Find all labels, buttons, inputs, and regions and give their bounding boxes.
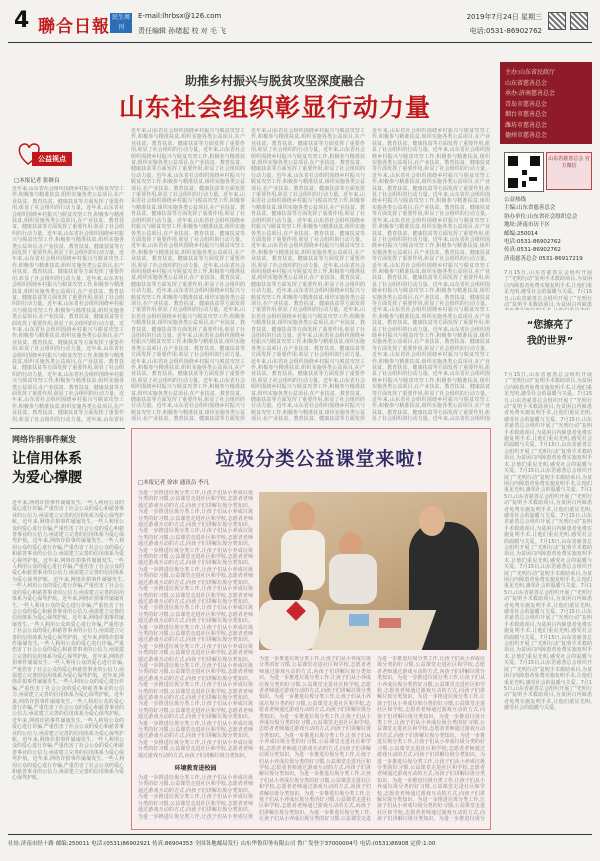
- left-article-body: 近年来,网络诈捐事件屡屡发生,一些人利用公众的爱心进行诈骗,严重伤害了社会公众的爱心和慈善事业的公信力,亟需建立完善的信用体系为爱心保驾护航。近年来,网络诈捐事件屡屡发生,一些人利用公众的爱心进行诈骗,严重伤害了社会公众的爱心和慈善事业的公信力,亟需建立完善的信用体系为爱心保驾护航。近年来,网络诈捐事件屡屡发生,一些人利用公众的爱心进行诈骗,严重伤害了社会公众的爱心和慈善事业的公信力,亟需建立完善的信用体系为爱心保驾护航。近年来,网络诈捐事件屡屡发生,一些人利用公众的爱心进行诈骗,严重伤害了社会公众的爱心和慈善事业的公信力,亟需建立完善的信用体系为爱心保驾护航。近年来,网络诈捐事件屡屡发生,一些人利用公众的爱心进行诈骗,严重伤害了社会公众的爱心和慈善事业的公信力,亟需建立完善的信用体系为爱心保驾护航。近年来,网络诈捐事件屡屡发生,一些人利用公众的爱心进行诈骗,严重伤害了社会公众的爱心和慈善事业的公信力,亟需建立完善的信用体系为爱心保驾护航。近年来,网络诈捐事件屡屡发生,一些人利用公众的爱心进行诈骗,严重伤害了社会公众的爱心和慈善事业的公信力,亟需建立完善的信用体系为爱心保驾护航。近年来,网络诈捐事件屡屡发生,一些人利用公众的爱心进行诈骗,严重伤害了社会公众的爱心和慈善事业的公信力,亟需建立完善的信用体系为爱心保驾护航。近年来,网络诈捐事件屡屡发生,一些人利用公众的爱心进行诈骗,严重伤害了社会公众的爱心和慈善事业的公信力,亟需建立完善的信用体系为爱心保驾护航。近年来,网络诈捐事件屡屡发生,一些人利用公众的爱心进行诈骗,严重伤害了社会公众的爱心和慈善事业的公信力,亟需建立完善的信用体系为爱心保驾护航。近年来,网络诈捐事件屡屡发生,一些人利用公众的爱心进行诈骗,严重伤害了社会公众的爱心和慈善事业的公信力,亟需建立完善的信用体系为爱心保驾护航。近年来,网络诈捐事件屡屡发生,一些人利用公众的爱心进行诈骗,严重伤害了社会公众的爱心和慈善事业的公信力,亟需建立完善的信用体系为爱心保驾护航。近年来,网络诈捐事件屡屡发生,一些人利用公众的爱心进行诈骗,严重伤害了社会公众的爱心和慈善事业的公信力,亟需建立完善的信用体系为爱心保驾护航。近年来,网络诈捐事件屡屡发生,一些人利用公众的爱心进行诈骗,严重伤害了社会公众的爱心和慈善事业的公信力,亟需建立完善的信用体系为爱心保驾护航。: [12, 500, 124, 782]
- section-tag: 民生周刊: [111, 14, 130, 31]
- top-article-col-3: 近年来,山东省社会组织围绕乡村振兴与脱贫攻坚工作,积极参与精准扶贫,组织实施各类公益项目,在产业扶贫、教育扶贫、健康扶贫等方面发挥了重要作用,彰显了社会组织的行动力量。近年来,山东省社会组织围绕乡村振兴与脱贫攻坚工作,积极参与精准扶贫,组织实施各类公益项目,在产业扶贫、教育扶贫、健康扶贫等方面发挥了重要作用,彰显了社会组织的行动力量。近年来,山东省社会组织围绕乡村振兴与脱贫攻坚工作,积极参与精准扶贫,组织实施各类公益项目,在产业扶贫、教育扶贫、健康扶贫等方面发挥了重要作用,彰显了社会组织的行动力量。近年来,山东省社会组织围绕乡村振兴与脱贫攻坚工作,积极参与精准扶贫,组织实施各类公益项目,在产业扶贫、教育扶贫、健康扶贫等方面发挥了重要作用,彰显了社会组织的行动力量。近年来,山东省社会组织围绕乡村振兴与脱贫攻坚工作,积极参与精准扶贫,组织实施各类公益项目,在产业扶贫、教育扶贫、健康扶贫等方面发挥了重要作用,彰显了社会组织的行动力量。近年来,山东省社会组织围绕乡村振兴与脱贫攻坚工作,积极参与精准扶贫,组织实施各类公益项目,在产业扶贫、教育扶贫、健康扶贫等方面发挥了重要作用,彰显了社会组织的行动力量。近年来,山东省社会组织围绕乡村振兴与脱贫攻坚工作,积极参与精准扶贫,组织实施各类公益项目,在产业扶贫、教育扶贫、健康扶贫等方面发挥了重要作用,彰显了社会组织的行动力量。近年来,山东省社会组织围绕乡村振兴与脱贫攻坚工作,积极参与精准扶贫,组织实施各类公益项目,在产业扶贫、教育扶贫、健康扶贫等方面发挥了重要作用,彰显了社会组织的行动力量。近年来,山东省社会组织围绕乡村振兴与脱贫攻坚工作,积极参与精准扶贫,组织实施各类公益项目,在产业扶贫、教育扶贫、健康扶贫等方面发挥了重要作用,彰显了社会组织的行动力量。近年来,山东省社会组织围绕乡村振兴与脱贫攻坚工作,积极参与精准扶贫,组织实施各类公益项目,在产业扶贫、教育扶贫、健康扶贫等方面发挥了重要作用,彰显了社会组织的行动力量。近年来,山东省社会组织围绕乡村振兴与脱贫攻坚工作,积极参与精准扶贫,组织实施各类公益项目,在产业扶贫、教育扶贫、健康扶贫等方面发挥了重要作用,彰显了社会组织的行动力量。近年来,山东省社会组织围绕乡村振兴与脱贫攻坚工作,积极参与精准扶贫,组织实施各类公益项目,在产业扶贫、教育扶贫、健康扶贫等方面发挥了重要作用,彰显了社会组织的行动力量。近年来,山东省社会组织围绕乡村振兴与脱贫攻坚工作,积极参与精准扶贫,组织实施各类公益项目,在产业扶贫、教育扶贫、健康扶贫等方面发挥: [251, 128, 365, 422]
- sponsor-line: 潍坊市慈善总会: [505, 121, 548, 129]
- sponsor-line: 承办:济南慈善总会: [505, 90, 556, 97]
- info-line: 主编:山东省慈善总会: [504, 205, 556, 212]
- title-line: 为爱心撑腰: [12, 470, 82, 486]
- top-kicker: 助推乡村振兴与脱贫攻坚深度融合: [184, 74, 365, 88]
- top-article-col-2: 近年来,山东省社会组织围绕乡村振兴与脱贫攻坚工作,积极参与精准扶贫,组织实施各类公益项目,在产业扶贫、教育扶贫、健康扶贫等方面发挥了重要作用,彰显了社会组织的行动力量。近年来,山东省社会组织围绕乡村振兴与脱贫攻坚工作,积极参与精准扶贫,组织实施各类公益项目,在产业扶贫、教育扶贫、健康扶贫等方面发挥了重要作用,彰显了社会组织的行动力量。近年来,山东省社会组织围绕乡村振兴与脱贫攻坚工作,积极参与精准扶贫,组织实施各类公益项目,在产业扶贫、教育扶贫、健康扶贫等方面发挥了重要作用,彰显了社会组织的行动力量。近年来,山东省社会组织围绕乡村振兴与脱贫攻坚工作,积极参与精准扶贫,组织实施各类公益项目,在产业扶贫、教育扶贫、健康扶贫等方面发挥了重要作用,彰显了社会组织的行动力量。近年来,山东省社会组织围绕乡村振兴与脱贫攻坚工作,积极参与精准扶贫,组织实施各类公益项目,在产业扶贫、教育扶贫、健康扶贫等方面发挥了重要作用,彰显了社会组织的行动力量。近年来,山东省社会组织围绕乡村振兴与脱贫攻坚工作,积极参与精准扶贫,组织实施各类公益项目,在产业扶贫、教育扶贫、健康扶贫等方面发挥了重要作用,彰显了社会组织的行动力量。近年来,山东省社会组织围绕乡村振兴与脱贫攻坚工作,积极参与精准扶贫,组织实施各类公益项目,在产业扶贫、教育扶贫、健康扶贫等方面发挥了重要作用,彰显了社会组织的行动力量。近年来,山东省社会组织围绕乡村振兴与脱贫攻坚工作,积极参与精准扶贫,组织实施各类公益项目,在产业扶贫、教育扶贫、健康扶贫等方面发挥了重要作用,彰显了社会组织的行动力量。近年来,山东省社会组织围绕乡村振兴与脱贫攻坚工作,积极参与精准扶贫,组织实施各类公益项目,在产业扶贫、教育扶贫、健康扶贫等方面发挥了重要作用,彰显了社会组织的行动力量。近年来,山东省社会组织围绕乡村振兴与脱贫攻坚工作,积极参与精准扶贫,组织实施各类公益项目,在产业扶贫、教育扶贫、健康扶贫等方面发挥了重要作用,彰显了社会组织的行动力量。近年来,山东省社会组织围绕乡村振兴与脱贫攻坚工作,积极参与精准扶贫,组织实施各类公益项目,在产业扶贫、教育扶贫、健康扶贫等方面发挥了重要作用,彰显了社会组织的行动力量。近年来,山东省社会组织围绕乡村振兴与脱贫攻坚工作,积极参与精准扶贫,组织实施各类公益项目,在产业扶贫、教育扶贫、健康扶贫等方面发挥了重要作用,彰显了社会组织的行动力量。近年来,山东省社会组织围绕乡村振兴与脱贫攻坚工作,积极参与精准扶贫,组织实施各类公益项目,在产业扶贫、教育扶贫、健康扶贫等方面发挥: [131, 128, 245, 422]
- info-line: 地址:济南市历下区: [504, 222, 550, 229]
- staff-line: 责任编辑 孙绪起 校 对 毛 飞: [138, 27, 227, 35]
- right-article-title: [508, 318, 592, 350]
- sponsor-line: 德州市慈善总会: [505, 132, 548, 139]
- feature-title: 垃圾分类公益课堂来啦!: [215, 448, 425, 470]
- sponsor-line: 青岛市慈善总会: [505, 100, 548, 108]
- mini-logo-icon: [548, 12, 566, 30]
- title-line: 让信用体系: [12, 451, 82, 467]
- info-line: 协办单位:山东省社会组织总会: [504, 213, 578, 220]
- sidebar-info: [504, 196, 592, 263]
- sponsor-box: [500, 62, 592, 144]
- column-tag: 公益视点: [32, 152, 72, 166]
- top-article-col-4: 近年来,山东省社会组织围绕乡村振兴与脱贫攻坚工作,积极参与精准扶贫,组织实施各类公益项目,在产业扶贫、教育扶贫、健康扶贫等方面发挥了重要作用,彰显了社会组织的行动力量。近年来,山东省社会组织围绕乡村振兴与脱贫攻坚工作,积极参与精准扶贫,组织实施各类公益项目,在产业扶贫、教育扶贫、健康扶贫等方面发挥了重要作用,彰显了社会组织的行动力量。近年来,山东省社会组织围绕乡村振兴与脱贫攻坚工作,积极参与精准扶贫,组织实施各类公益项目,在产业扶贫、教育扶贫、健康扶贫等方面发挥了重要作用,彰显了社会组织的行动力量。近年来,山东省社会组织围绕乡村振兴与脱贫攻坚工作,积极参与精准扶贫,组织实施各类公益项目,在产业扶贫、教育扶贫、健康扶贫等方面发挥了重要作用,彰显了社会组织的行动力量。近年来,山东省社会组织围绕乡村振兴与脱贫攻坚工作,积极参与精准扶贫,组织实施各类公益项目,在产业扶贫、教育扶贫、健康扶贫等方面发挥了重要作用,彰显了社会组织的行动力量。近年来,山东省社会组织围绕乡村振兴与脱贫攻坚工作,积极参与精准扶贫,组织实施各类公益项目,在产业扶贫、教育扶贫、健康扶贫等方面发挥了重要作用,彰显了社会组织的行动力量。近年来,山东省社会组织围绕乡村振兴与脱贫攻坚工作,积极参与精准扶贫,组织实施各类公益项目,在产业扶贫、教育扶贫、健康扶贫等方面发挥了重要作用,彰显了社会组织的行动力量。近年来,山东省社会组织围绕乡村振兴与脱贫攻坚工作,积极参与精准扶贫,组织实施各类公益项目,在产业扶贫、教育扶贫、健康扶贫等方面发挥了重要作用,彰显了社会组织的行动力量。近年来,山东省社会组织围绕乡村振兴与脱贫攻坚工作,积极参与精准扶贫,组织实施各类公益项目,在产业扶贫、教育扶贫、健康扶贫等方面发挥了重要作用,彰显了社会组织的行动力量。近年来,山东省社会组织围绕乡村振兴与脱贫攻坚工作,积极参与精准扶贫,组织实施各类公益项目,在产业扶贫、教育扶贫、健康扶贫等方面发挥了重要作用,彰显了社会组织的行动力量。近年来,山东省社会组织围绕乡村振兴与脱贫攻坚工作,积极参与精准扶贫,组织实施各类公益项目,在产业扶贫、教育扶贫、健康扶贫等方面发挥了重要作用,彰显了社会组织的行动力量。近年来,山东省社会组织围绕乡村振兴与脱贫攻坚工作,积极参与精准扶贫,组织实施各类公益项目,在产业扶贫、教育扶贫、健康扶贫等方面发挥了重要作用,彰显了社会组织的行动力量。近年来,山东省社会组织围绕乡村振兴与脱贫攻坚工作,积极参与精准扶贫,组织实施各类公益项目,在产业扶贫、教育扶贫、健康扶贫等方面发挥了重要作用,彰显了社会组织的行动力量。近年来,山东省社会组织围: [372, 128, 490, 422]
- sponsor-line: 主办:山东省民政厅: [505, 69, 556, 76]
- left-title: [12, 450, 132, 488]
- feature-col-1: 为进一步推进垃圾分类工作,让孩子们从小养成垃圾分类的好习惯,公益课堂走进社区和学校,志愿者老师通过游戏互动的方式,向孩子们讲解垃圾分类知识。为进一步推进垃圾分类工作,让孩子们从小养成垃圾分类的好习惯,公益课堂走进社区和学校,志愿者老师通过游戏互动的方式,向孩子们讲解垃圾分类知识。为进一步推进垃圾分类工作,让孩子们从小养成垃圾分类的好习惯,公益课堂走进社区和学校,志愿者老师通过游戏互动的方式,向孩子们讲解垃圾分类知识。为进一步推进垃圾分类工作,让孩子们从小养成垃圾分类的好习惯,公益课堂走进社区和学校,志愿者老师通过游戏互动的方式,向孩子们讲解垃圾分类知识。为进一步推进垃圾分类工作,让孩子们从小养成垃圾分类的好习惯,公益课堂走进社区和学校,志愿者老师通过游戏互动的方式,向孩子们讲解垃圾分类知识。为进一步推进垃圾分类工作,让孩子们从小养成垃圾分类的好习惯,公益课堂走进社区和学校,志愿者老师通过游戏互动的方式,向孩子们讲解垃圾分类知识。为进一步推进垃圾分类工作,让孩子们从小养成垃圾分类的好习惯,公益课堂走进社区和学校,志愿者老师通过游戏互动的方式,向孩子们讲解垃圾分类知识。为进一步推进垃圾分类工作,让孩子们从小养成垃圾分类的好习惯,公益课堂走进社区和学校,志愿者老师通过游戏互动的方式,向孩子们讲解垃圾分类知识。为进一步推进垃圾分类工作,让孩子们从小养成垃圾分类的好习惯,公益课堂走进社区和学校,志愿者老师通过游戏互动的方式,向孩子们讲解垃圾分类知识。为进一步推进垃圾分类工作,让孩子们从小养成垃圾分类的好习惯,公益课堂走进社区和学校,志愿者老师通过游戏互动的方式,向孩子们讲解垃圾分类知识。为进一步推进垃圾分类工作,让孩子们从小养成垃圾分类的好习惯,公益课堂走进社区和学校,志愿者老师通过游戏互动的方式,向孩子们讲解垃圾分类知识。为进一步推进垃圾分类工作,让孩子们从小养成垃圾分类的好习惯,公益课堂走进社区和学校,志愿者老师通过游戏互动的方式,向孩子们讲解垃圾分类知识。为进一步推进垃圾分类工作,让孩子们从小养成垃圾分类的好习惯,公益课堂走进社区和学校,志愿者老师通过游戏互动的方式,向孩子们讲解垃圾分类知识。为进一步推进垃圾分类工作,让孩子们从小养成垃圾分类的好习惯,公益课堂走进社区和学校,志愿者老师通过游戏互动的方式,向孩子们讲解垃圾分类知识。 环境教育进校园 为进一步推进垃圾分类工作,让孩子们从小养成垃圾分类的好习惯,公益课堂走进社区和学校,志愿者老师通过游戏互动的方式,向孩子们讲解垃圾分类知识。为进一步推进垃圾分类工作,让孩子们从小养成垃圾分类的好习惯,公益课堂走进社区和学校,志愿者老师通过游戏互动的方式,向孩子们讲解垃圾分类知识。为进一步推进垃圾分类工作,让孩子们从小养成垃圾: [138, 490, 253, 820]
- top-byline: □本报记者 张继良: [14, 178, 60, 184]
- feature-col-3: 为进一步推进垃圾分类工作,让孩子们从小养成垃圾分类的好习惯,公益课堂走进社区和学校,志愿者老师通过游戏互动的方式,向孩子们讲解垃圾分类知识。为进一步推进垃圾分类工作,让孩子们从小养成垃圾分类的好习惯,公益课堂走进社区和学校,志愿者老师通过游戏互动的方式,向孩子们讲解垃圾分类知识。为进一步推进垃圾分类工作,让孩子们从小养成垃圾分类的好习惯,公益课堂走进社区和学校,志愿者老师通过游戏互动的方式,向孩子们讲解垃圾分类知识。为进一步推进垃圾分类工作,让孩子们从小养成垃圾分类的好习惯,公益课堂走进社区和学校,志愿者老师通过游戏互动的方式,向孩子们讲解垃圾分类知识。为进一步推进垃圾分类工作,让孩子们从小养成垃圾分类的好习惯,公益课堂走进社区和学校,志愿者老师通过游戏互动的方式,向孩子们讲解垃圾分类知识。为进一步推进垃圾分类工作,让孩子们从小养成垃圾分类的好习惯,公益课堂走进社区和学校,志愿者老师通过游戏互动的方式,向孩子们讲解垃圾分类知识。为进一步推进垃圾分类工作,让孩子们从小养成垃圾分类的好习惯,公益课堂走进社区和学校,志愿者老师通过游戏互动的方式,向孩子们讲解垃圾分类知识。为进一步推进垃圾分类工作,让孩子们从小养成垃圾分类的好习惯,公益课堂走进社区和学校,志愿者老师通过游戏互动的方式,向孩子们讲解垃圾分类知识。为进一步推进垃圾分: [377, 656, 485, 822]
- title-line: “您擦亮了: [526, 320, 574, 331]
- email: E-mail:lhrbsx@126.com: [138, 12, 222, 20]
- sponsor-line: 山东省慈善总会: [505, 79, 548, 87]
- right-article-intro: 7月15日,山东省慈善总会组织开展了“光明行动”复明手术救助项目,为贫困白内障患者免费实施复明手术,让他们重见光明,感受社会的温暖与关爱。7月15日,山东省慈善总会组织开展了“光明行动”复明手术救助项目,为贫困白内障患: [504, 270, 592, 309]
- top-article-col-1: 近年来,山东省社会组织围绕乡村振兴与脱贫攻坚工作,积极参与精准扶贫,组织实施各类公益项目,在产业扶贫、教育扶贫、健康扶贫等方面发挥了重要作用,彰显了社会组织的行动力量。近年来,山东省社会组织围绕乡村振兴与脱贫攻坚工作,积极参与精准扶贫,组织实施各类公益项目,在产业扶贫、教育扶贫、健康扶贫等方面发挥了重要作用,彰显了社会组织的行动力量。近年来,山东省社会组织围绕乡村振兴与脱贫攻坚工作,积极参与精准扶贫,组织实施各类公益项目,在产业扶贫、教育扶贫、健康扶贫等方面发挥了重要作用,彰显了社会组织的行动力量。近年来,山东省社会组织围绕乡村振兴与脱贫攻坚工作,积极参与精准扶贫,组织实施各类公益项目,在产业扶贫、教育扶贫、健康扶贫等方面发挥了重要作用,彰显了社会组织的行动力量。近年来,山东省社会组织围绕乡村振兴与脱贫攻坚工作,积极参与精准扶贫,组织实施各类公益项目,在产业扶贫、教育扶贫、健康扶贫等方面发挥了重要作用,彰显了社会组织的行动力量。近年来,山东省社会组织围绕乡村振兴与脱贫攻坚工作,积极参与精准扶贫,组织实施各类公益项目,在产业扶贫、教育扶贫、健康扶贫等方面发挥了重要作用,彰显了社会组织的行动力量。近年来,山东省社会组织围绕乡村振兴与脱贫攻坚工作,积极参与精准扶贫,组织实施各类公益项目,在产业扶贫、教育扶贫、健康扶贫等方面发挥了重要作用,彰显了社会组织的行动力量。近年来,山东省社会组织围绕乡村振兴与脱贫攻坚工作,积极参与精准扶贫,组织实施各类公益项目,在产业扶贫、教育扶贫、健康扶贫等方面发挥了重要作用,彰显了社会组织的行动力量。近年来,山东省社会组织围绕乡村振兴与脱贫攻坚工作,积极参与精准扶贫,组织实施各类公益项目,在产业扶贫、教育扶贫、健康扶贫等方面发挥了重要作用,彰显了社会组织的行动力量。近年来,山东省社会组织围绕乡村振兴与脱贫攻坚工作,积极参与精准扶贫,组织实施各类公益项目,在产业扶贫、教育扶贫、健康扶贫等方面发挥了重要作用,彰显了社会组织的行动力量。近年来,山东省社: [12, 186, 124, 422]
- top-headline: 山东社会组织彰显行动力量: [118, 93, 431, 122]
- right-article-body: 7月15日,山东省慈善总会组织开展了“光明行动”复明手术救助项目,为贫困白内障患者免费实施复明手术,让他们重见光明,感受社会的温暖与关爱。7月15日,山东省慈善总会组织开展了“光明行动”复明手术救助项目,为贫困白内障患者免费实施复明手术,让他们重见光明,感受社会的温暖与关爱。7月15日,山东省慈善总会组织开展了“光明行动”复明手术救助项目,为贫困白内障患者免费实施复明手术,让他们重见光明,感受社会的温暖与关爱。7月15日,山东省慈善总会组织开展了“光明行动”复明手术救助项目,为贫困白内障患者免费实施复明手术,让他们重见光明,感受社会的温暖与关爱。7月15日,山东省慈善总会组织开展了“光明行动”复明手术救助项目,为贫困白内障患者免费实施复明手术,让他们重见光明,感受社会的温暖与关爱。7月15日,山东省慈善总会组织开展了“光明行动”复明手术救助项目,为贫困白内障患者免费实施复明手术,让他们重见光明,感受社会的温暖与关爱。7月15日,山东省慈善总会组织开展了“光明行动”复明手术救助项目,为贫困白内障患者免费实施复明手术,让他们重见光明,感受社会的温暖与关爱。7月15日,山东省慈善总会组织开展了“光明行动”复明手术救助项目,为贫困白内障患者免费实施复明手术,让他们重见光明,感受社会的温暖与关爱。7月15日,山东省慈善总会组织开展了“光明行动”复明手术救助项目,为贫困白内障患者免费实施复明手术,让他们重见光明,感受社会的温暖与关爱。7月15日,山东省慈善总会组织开展了“光明行动”复明手术救助项目,为贫困白内障患者免费实施复明手术,让他们重见光明,感受社会的温暖与关爱。7月15日,山东省慈善总会组织开展了“光明行动”复明手术救助项目,为贫困白内障患者免费实施复明手术,让他们重见光明,感受社会的温暖与关爱。7月15日,山东省慈善总会组织开展了“光明行动”复明手术救助项目,为贫困白内障患者免费实施复明手术,让他们重见光明,感受社会的温暖与关爱。7月15日,山东省慈善总会组织开展了“光明行动”复明手术救助项目,为贫困白内障患者免费实施复明手术,让他们重见光明,感受社会的温暖与关爱。7月15日,山东省慈善总会组织开展了“光明行动”复明手术救助项目,为贫困白内障患者免费实施复明手术,让他们重见光明,感受社会的温暖与关爱。: [504, 372, 592, 712]
- sponsor-line: 烟台市慈善总会: [505, 111, 548, 118]
- footer: 社址:济南市经十路 邮编:250011 电话:(0531)86902921 传真:86904353 全国各地邮局发行 山东华鲁印务有限公司 鲁广发登字37000004号 电话:(0531)86908 定价:1.00: [8, 834, 592, 853]
- feature-byline: □本报记者 徐冰 通讯员 李凡: [138, 480, 209, 486]
- issue-date: 2019年7月24日 星期三: [466, 13, 542, 21]
- qr-code-icon: [504, 152, 544, 192]
- masthead: [8, 4, 592, 43]
- divider: [10, 428, 125, 429]
- left-kicker: 网络诈捐事件频发: [12, 435, 76, 444]
- qr-caption: 山东省慈善总会 官方微信: [546, 152, 592, 190]
- paper-name: 聯合日報: [38, 17, 110, 37]
- info-line: 电话:0531-86902762: [504, 239, 561, 246]
- classroom-photo: [259, 492, 487, 650]
- phone: 电话:0531-86902762: [469, 27, 542, 35]
- page-number: 4: [14, 8, 30, 33]
- info-line: 邮编:250014: [504, 230, 538, 237]
- subhead: 环境教育进校园: [174, 765, 217, 773]
- title-line: 我的世界”: [526, 336, 574, 347]
- info-line: 济南慈善总会 0531-86917219: [504, 255, 583, 262]
- info-line: 公益热线: [504, 197, 527, 203]
- feature-col-2: 为进一步推进垃圾分类工作,让孩子们从小养成垃圾分类的好习惯,公益课堂走进社区和学校,志愿者老师通过游戏互动的方式,向孩子们讲解垃圾分类知识。为进一步推进垃圾分类工作,让孩子们从小养成垃圾分类的好习惯,公益课堂走进社区和学校,志愿者老师通过游戏互动的方式,向孩子们讲解垃圾分类知识。为进一步推进垃圾分类工作,让孩子们从小养成垃圾分类的好习惯,公益课堂走进社区和学校,志愿者老师通过游戏互动的方式,向孩子们讲解垃圾分类知识。为进一步推进垃圾分类工作,让孩子们从小养成垃圾分类的好习惯,公益课堂走进社区和学校,志愿者老师通过游戏互动的方式,向孩子们讲解垃圾分类知识。为进一步推进垃圾分类工作,让孩子们从小养成垃圾分类的好习惯,公益课堂走进社区和学校,志愿者老师通过游戏互动的方式,向孩子们讲解垃圾分类知识。为进一步推进垃圾分类工作,让孩子们从小养成垃圾分类的好习惯,公益课堂走进社区和学校,志愿者老师通过游戏互动的方式,向孩子们讲解垃圾分类知识。为进一步推进垃圾分类工作,让孩子们从小养成垃圾分类的好习惯,公益课堂走进社区和学校,志愿者老师通过游戏互动的方式,向孩子们讲解垃圾分类知识。为进一步推进垃圾分类工作,让孩子们从小养成垃圾分类的好习惯,公益课堂走进社区和学校,志愿者老师通过游戏互动的方式,向孩子们讲解垃圾分类知识。为进一步推进垃圾分类工作,让孩子们从小养成垃圾分类的好习惯,公益课堂走进: [259, 656, 371, 822]
- mini-qr-icon: [570, 12, 588, 30]
- info-line: 传真:0531-86902762: [504, 247, 561, 254]
